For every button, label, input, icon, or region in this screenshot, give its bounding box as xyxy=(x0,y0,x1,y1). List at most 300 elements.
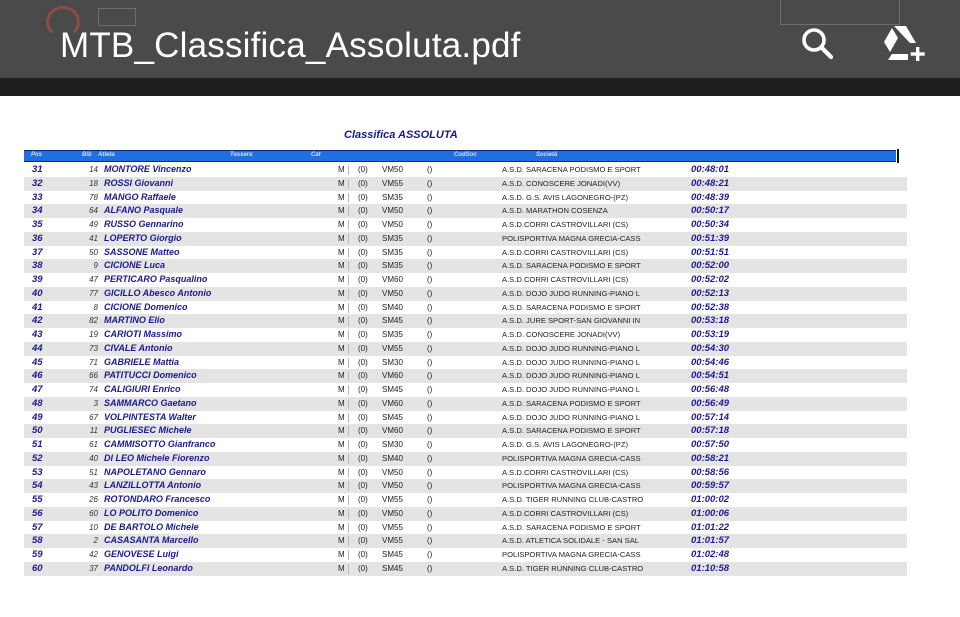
pdf-page[interactable] xyxy=(0,96,960,617)
society-cell: A.S.D. ATLETICA SOLIDALE - SAN SAL xyxy=(502,536,640,546)
codsoc-cell: () xyxy=(427,398,433,408)
position-cell: 45 xyxy=(32,356,43,368)
time-cell: 00:57:14 xyxy=(691,411,730,423)
codsoc-cell: () xyxy=(427,275,433,284)
bib-cell: 41 xyxy=(89,233,98,243)
sex-cell: M xyxy=(338,330,345,339)
position-cell: 59 xyxy=(32,549,43,560)
position-cell: 52 xyxy=(32,452,43,464)
sex-cell: M xyxy=(338,302,345,312)
table-row xyxy=(24,493,907,507)
codsoc-cell: () xyxy=(427,288,433,298)
tessera-cell: (0) xyxy=(358,508,368,518)
codsoc-cell: () xyxy=(427,550,433,559)
athlete-cell: DE BARTOLO Michele xyxy=(104,521,199,532)
cell-divider xyxy=(348,344,349,354)
cell-divider xyxy=(348,413,349,423)
cell-divider xyxy=(348,220,349,230)
society-cell: A.S.D. SARACENA PODISMO E SPORT xyxy=(502,426,641,436)
sex-cell: M xyxy=(338,192,345,202)
tessera-cell: (0) xyxy=(358,440,368,449)
table-row xyxy=(24,342,907,356)
tessera-cell: (0) xyxy=(358,316,368,326)
bib-cell: 67 xyxy=(89,412,98,422)
athlete-cell: ROSSI Giovanni xyxy=(104,177,174,188)
tessera-cell: (0) xyxy=(358,288,368,298)
time-cell: 01:01:57 xyxy=(691,535,730,547)
cell-divider xyxy=(348,289,349,299)
codsoc-cell: () xyxy=(427,330,433,339)
society-cell: A.S.D.CORRI CASTROVILLARI (CS) xyxy=(502,275,629,284)
position-cell: 47 xyxy=(32,384,43,395)
position-cell: 41 xyxy=(32,301,43,313)
cell-divider xyxy=(348,179,349,189)
bib-cell: 64 xyxy=(89,206,98,216)
time-cell: 00:52:02 xyxy=(691,274,730,285)
cell-divider xyxy=(348,275,349,285)
tessera-cell: (0) xyxy=(358,467,368,477)
sex-cell: M xyxy=(338,316,345,326)
sex-cell: M xyxy=(338,550,345,559)
sex-cell: M xyxy=(338,467,345,477)
table-row xyxy=(24,191,907,205)
codsoc-cell: () xyxy=(427,343,433,353)
position-cell: 53 xyxy=(32,466,43,478)
time-cell: 00:50:34 xyxy=(691,219,730,230)
bib-cell: 9 xyxy=(93,261,98,271)
category-cell: SM45 xyxy=(382,385,403,394)
col-athlete: Atleta xyxy=(98,152,115,158)
category-cell: SM40 xyxy=(382,302,403,312)
time-cell: 00:54:46 xyxy=(691,356,730,368)
position-cell: 33 xyxy=(32,191,43,203)
col-societa: Società xyxy=(536,152,558,158)
time-cell: 00:51:39 xyxy=(691,232,730,244)
tessera-cell: (0) xyxy=(358,247,368,257)
bib-cell: 2 xyxy=(93,536,98,546)
athlete-cell: LO POLITO Domenico xyxy=(104,507,199,518)
position-cell: 39 xyxy=(32,274,43,285)
society-cell: A.S.D. SARACENA PODISMO E SPORT xyxy=(502,522,641,532)
category-cell: SM45 xyxy=(382,316,403,326)
time-cell: 01:00:02 xyxy=(691,494,730,505)
athlete-cell: CICIONE Luca xyxy=(104,260,166,271)
position-cell: 32 xyxy=(32,177,43,189)
category-cell: VM50 xyxy=(382,165,403,174)
position-cell: 55 xyxy=(32,494,43,505)
society-cell: A.S.D. DOJO JUDO RUNNING-PIANO L xyxy=(502,343,640,353)
athlete-cell: CICIONE Domenico xyxy=(104,301,188,312)
category-cell: VM50 xyxy=(382,206,403,216)
time-cell: 00:48:21 xyxy=(691,177,730,189)
society-cell: A.S.D. TIGER RUNNING CLUB-CASTRO xyxy=(502,495,644,504)
bib-cell: 78 xyxy=(89,192,98,202)
cell-divider xyxy=(348,495,349,505)
table-row xyxy=(24,177,907,191)
category-cell: VM60 xyxy=(382,275,403,284)
society-cell: A.S.D. JURE SPORT-SAN GIOVANNI IN xyxy=(502,316,641,326)
society-cell: A.S.D. DOJO JUDO RUNNING-PIANO L xyxy=(502,288,640,298)
codsoc-cell: () xyxy=(427,508,433,518)
category-cell: SM30 xyxy=(382,440,403,449)
cell-divider xyxy=(348,564,349,574)
society-cell: A.S.D. G.S. AVIS LAGONEGRO-(PZ) xyxy=(502,440,629,449)
category-cell: SM45 xyxy=(382,563,403,573)
time-cell: 00:53:18 xyxy=(691,315,730,327)
tessera-cell: (0) xyxy=(358,412,368,422)
athlete-cell: VOLPINTESTA Walter xyxy=(104,411,196,422)
table-row xyxy=(24,424,907,438)
society-cell: POLISPORTIVA MAGNA GRECIA-CASS xyxy=(502,233,641,243)
cell-divider xyxy=(348,468,349,478)
position-cell: 40 xyxy=(32,287,43,299)
tessera-cell: (0) xyxy=(358,261,368,271)
codsoc-cell: () xyxy=(427,192,433,202)
app-bar xyxy=(0,0,960,78)
tessera-cell: (0) xyxy=(358,178,368,188)
table-row xyxy=(24,438,907,452)
athlete-cell: MARTINO Elio xyxy=(104,315,165,326)
bib-cell: 49 xyxy=(89,220,98,229)
col-tessera: Tessera xyxy=(230,152,253,158)
table-header xyxy=(24,150,896,162)
col-pos: Pos xyxy=(31,152,43,158)
app-bar-shadow xyxy=(0,78,960,96)
cell-divider xyxy=(348,330,349,340)
position-cell: 43 xyxy=(32,329,43,340)
category-cell: SM35 xyxy=(382,247,403,257)
bib-cell: 42 xyxy=(89,550,98,559)
cell-divider xyxy=(348,303,349,313)
add-to-drive-button[interactable] xyxy=(880,22,924,66)
cell-divider xyxy=(348,509,349,519)
bib-cell: 77 xyxy=(89,288,98,298)
classification-heading: Classifica ASSOLUTA xyxy=(344,129,458,141)
tessera-cell: (0) xyxy=(358,233,368,243)
time-cell: 01:00:06 xyxy=(691,507,730,519)
codsoc-cell: () xyxy=(427,233,433,243)
category-cell: SM35 xyxy=(382,330,403,339)
codsoc-cell: () xyxy=(427,261,433,271)
time-cell: 00:52:00 xyxy=(691,260,730,272)
category-cell: SM45 xyxy=(382,550,403,559)
codsoc-cell: () xyxy=(427,316,433,326)
athlete-cell: SASSONE Matteo xyxy=(104,246,180,257)
table-row xyxy=(24,369,907,383)
cell-divider xyxy=(348,316,349,326)
codsoc-cell: () xyxy=(427,302,433,312)
athlete-cell: PERTICARO Pasqualino xyxy=(104,274,208,284)
category-cell: VM55 xyxy=(382,495,403,504)
category-cell: VM50 xyxy=(382,220,403,229)
tessera-cell: (0) xyxy=(358,220,368,229)
time-cell: 00:58:21 xyxy=(691,452,730,464)
table-row xyxy=(24,479,907,493)
time-cell: 00:50:17 xyxy=(691,205,730,217)
category-cell: SM35 xyxy=(382,233,403,243)
codsoc-cell: () xyxy=(427,220,433,229)
table-row xyxy=(24,273,907,287)
position-cell: 49 xyxy=(32,411,43,423)
athlete-cell: LOPERTO Giorgio xyxy=(104,232,182,243)
sex-cell: M xyxy=(338,371,345,381)
category-cell: VM60 xyxy=(382,398,403,408)
cell-divider xyxy=(348,440,349,450)
table-row xyxy=(24,562,907,576)
position-cell: 48 xyxy=(32,397,43,409)
tessera-cell: (0) xyxy=(358,495,368,504)
codsoc-cell: () xyxy=(427,536,433,546)
athlete-cell: CAMMISOTTO Gianfranco xyxy=(104,439,216,449)
sponsor-logo xyxy=(98,8,136,26)
cell-divider xyxy=(348,399,349,409)
cell-divider xyxy=(348,234,349,244)
society-cell: A.S.D. CONOSCERE JONADI(VV) xyxy=(502,178,621,188)
cell-divider xyxy=(348,550,349,560)
society-cell: A.S.D. SARACENA PODISMO E SPORT xyxy=(502,165,641,174)
sex-cell: M xyxy=(338,275,345,284)
cell-divider xyxy=(348,371,349,381)
society-cell: A.S.D. DOJO JUDO RUNNING-PIANO L xyxy=(502,357,640,367)
codsoc-cell: () xyxy=(427,178,433,188)
society-cell: A.S.D. SARACENA PODISMO E SPORT xyxy=(502,302,641,312)
bib-cell: 47 xyxy=(89,275,98,284)
sex-cell: M xyxy=(338,563,345,573)
cell-divider xyxy=(348,165,349,175)
cell-divider xyxy=(348,261,349,271)
position-cell: 51 xyxy=(32,439,43,450)
document-title: MTB_Classifica_Assoluta.pdf xyxy=(60,26,521,65)
category-cell: SM45 xyxy=(382,412,403,422)
bib-cell: 19 xyxy=(89,330,98,339)
bib-cell: 74 xyxy=(89,385,98,394)
sex-cell: M xyxy=(338,165,345,174)
table-row xyxy=(24,507,907,521)
bib-cell: 66 xyxy=(89,371,98,381)
time-cell: 00:53:19 xyxy=(691,329,730,340)
society-cell: POLISPORTIVA MAGNA GRECIA-CASS xyxy=(502,550,641,559)
category-cell: VM55 xyxy=(382,343,403,353)
category-cell: SM35 xyxy=(382,192,403,202)
tessera-cell: (0) xyxy=(358,330,368,339)
table-row xyxy=(24,466,907,480)
bib-cell: 14 xyxy=(89,165,98,174)
athlete-cell: ROTONDARO Francesco xyxy=(104,494,211,504)
athlete-cell: MONTORE Vincenzo xyxy=(104,164,192,174)
cell-divider xyxy=(348,385,349,395)
sex-cell: M xyxy=(338,357,345,367)
time-cell: 01:10:58 xyxy=(691,562,730,574)
athlete-cell: RUSSO Gennarino xyxy=(104,219,184,229)
table-row xyxy=(24,163,907,177)
cell-divider xyxy=(348,426,349,436)
society-cell: A.S.D. TIGER RUNNING CLUB-CASTRO xyxy=(502,563,644,573)
sex-cell: M xyxy=(338,398,345,408)
table-row xyxy=(24,534,907,548)
category-cell: SM35 xyxy=(382,261,403,271)
sex-cell: M xyxy=(338,536,345,546)
time-cell: 00:54:30 xyxy=(691,342,730,354)
sex-cell: M xyxy=(338,495,345,504)
col-bib: Bib xyxy=(82,152,92,158)
athlete-cell: CASASANTA Marcello xyxy=(104,535,199,546)
table-row xyxy=(24,287,907,301)
tessera-cell: (0) xyxy=(358,426,368,436)
athlete-cell: ALFANO Pasquale xyxy=(104,205,184,216)
athlete-cell: DI LEO Michele Fiorenzo xyxy=(104,452,210,463)
results-table xyxy=(24,163,907,576)
bib-cell: 51 xyxy=(89,467,98,477)
position-cell: 44 xyxy=(32,342,43,354)
society-cell: A.S.D.CORRI CASTROVILLARI (CS) xyxy=(502,220,629,229)
table-row xyxy=(24,397,907,411)
category-cell: VM55 xyxy=(382,522,403,532)
society-cell: A.S.D. DOJO JUDO RUNNING-PIANO L xyxy=(502,371,640,381)
category-cell: VM60 xyxy=(382,371,403,381)
bib-cell: 43 xyxy=(89,481,98,491)
search-button[interactable] xyxy=(796,22,840,66)
category-cell: VM50 xyxy=(382,481,403,491)
category-cell: SM40 xyxy=(382,453,403,463)
time-cell: 00:51:51 xyxy=(691,246,730,258)
table-row xyxy=(24,204,907,218)
table-row xyxy=(24,548,907,562)
tessera-cell: (0) xyxy=(358,453,368,463)
sex-cell: M xyxy=(338,481,345,491)
athlete-cell: CARIOTI Massimo xyxy=(104,329,183,339)
athlete-cell: PUGLIESEC Michele xyxy=(104,425,192,436)
col-codsoc: CodSoc xyxy=(454,152,477,158)
society-cell: A.S.D. SARACENA PODISMO E SPORT xyxy=(502,261,641,271)
athlete-cell: GABRIELE Mattia xyxy=(104,356,180,367)
category-cell: VM55 xyxy=(382,536,403,546)
table-row xyxy=(24,314,907,328)
bib-cell: 26 xyxy=(89,495,98,504)
table-row xyxy=(24,328,907,342)
cell-divider xyxy=(348,193,349,203)
codsoc-cell: () xyxy=(427,426,433,436)
sex-cell: M xyxy=(338,261,345,271)
bib-cell: 8 xyxy=(93,302,98,312)
codsoc-cell: () xyxy=(427,440,433,449)
category-cell: VM50 xyxy=(382,508,403,518)
codsoc-cell: () xyxy=(427,206,433,216)
sex-cell: M xyxy=(338,426,345,436)
category-cell: SM30 xyxy=(382,357,403,367)
bib-cell: 71 xyxy=(89,357,98,367)
table-row xyxy=(24,218,907,232)
codsoc-cell: () xyxy=(427,453,433,463)
bib-cell: 61 xyxy=(89,440,98,449)
time-cell: 00:58:56 xyxy=(691,466,730,478)
time-cell: 01:01:22 xyxy=(691,521,730,533)
tessera-cell: (0) xyxy=(358,550,368,559)
cell-divider xyxy=(348,523,349,533)
tessera-cell: (0) xyxy=(358,343,368,353)
tessera-cell: (0) xyxy=(358,522,368,532)
society-cell: A.S.D.CORRI CASTROVILLARI (CS) xyxy=(502,467,629,477)
time-cell: 00:52:38 xyxy=(691,301,730,313)
search-icon xyxy=(796,22,840,66)
position-cell: 56 xyxy=(32,507,43,519)
position-cell: 57 xyxy=(32,521,43,533)
tessera-cell: (0) xyxy=(358,385,368,394)
athlete-cell: GENOVESE Luigi xyxy=(104,549,179,559)
col-cat: Cat xyxy=(311,152,321,158)
athlete-cell: SAMMARCO Gaetano xyxy=(104,397,197,408)
bib-cell: 3 xyxy=(93,398,98,408)
codsoc-cell: () xyxy=(427,522,433,532)
sex-cell: M xyxy=(338,220,345,229)
tessera-cell: (0) xyxy=(358,302,368,312)
time-cell: 00:56:49 xyxy=(691,397,730,409)
time-cell: 00:59:57 xyxy=(691,480,730,492)
codsoc-cell: () xyxy=(427,385,433,394)
athlete-cell: GICILLO Abesco Antonio xyxy=(104,287,212,298)
athlete-cell: PATITUCCI Domenico xyxy=(104,370,197,381)
society-cell: POLISPORTIVA MAGNA GRECIA-CASS xyxy=(502,453,641,463)
sex-cell: M xyxy=(338,247,345,257)
society-cell: A.S.D. MARATHON COSENZA xyxy=(502,206,608,216)
table-row xyxy=(24,232,907,246)
position-cell: 46 xyxy=(32,370,43,382)
bib-cell: 11 xyxy=(89,426,98,436)
cell-divider xyxy=(348,358,349,368)
sex-cell: M xyxy=(338,343,345,353)
category-cell: VM50 xyxy=(382,288,403,298)
sex-cell: M xyxy=(338,412,345,422)
position-cell: 38 xyxy=(32,260,43,272)
position-cell: 31 xyxy=(32,164,43,175)
cell-divider xyxy=(348,481,349,491)
bib-cell: 73 xyxy=(89,343,98,353)
position-cell: 36 xyxy=(32,232,43,244)
sex-cell: M xyxy=(338,440,345,449)
position-cell: 58 xyxy=(32,535,43,547)
codsoc-cell: () xyxy=(427,357,433,367)
cell-divider xyxy=(348,536,349,546)
tessera-cell: (0) xyxy=(358,165,368,174)
codsoc-cell: () xyxy=(427,495,433,504)
bib-cell: 40 xyxy=(89,453,98,463)
bib-cell: 18 xyxy=(89,178,98,188)
position-cell: 54 xyxy=(32,480,43,492)
time-cell: 00:57:18 xyxy=(691,425,730,437)
sex-cell: M xyxy=(338,178,345,188)
society-cell: A.S.D.CORRI CASTROVILLARI (CS) xyxy=(502,508,629,518)
category-cell: VM55 xyxy=(382,178,403,188)
cell-divider xyxy=(348,206,349,216)
codsoc-cell: () xyxy=(427,165,433,174)
table-row xyxy=(24,521,907,535)
category-cell: VM60 xyxy=(382,426,403,436)
society-cell: A.S.D. SARACENA PODISMO E SPORT xyxy=(502,398,641,408)
sex-cell: M xyxy=(338,206,345,216)
time-cell: 00:48:39 xyxy=(691,191,730,203)
athlete-cell: LANZILLOTTA Antonio xyxy=(104,480,202,491)
cell-divider xyxy=(348,248,349,258)
add-to-drive-icon xyxy=(880,22,930,66)
time-cell: 00:54:51 xyxy=(691,370,730,382)
table-row xyxy=(24,411,907,425)
tessera-cell: (0) xyxy=(358,357,368,367)
table-row xyxy=(24,301,907,315)
time-cell: 00:57:50 xyxy=(691,439,730,450)
society-cell: A.S.D. DOJO JUDO RUNNING-PIANO L xyxy=(502,412,640,422)
society-cell: A.S.D. G.S. AVIS LAGONEGRO-(PZ) xyxy=(502,192,629,202)
athlete-cell: CALIGIURI Enrico xyxy=(104,384,181,394)
society-cell: POLISPORTIVA MAGNA GRECIA-CASS xyxy=(502,481,641,491)
